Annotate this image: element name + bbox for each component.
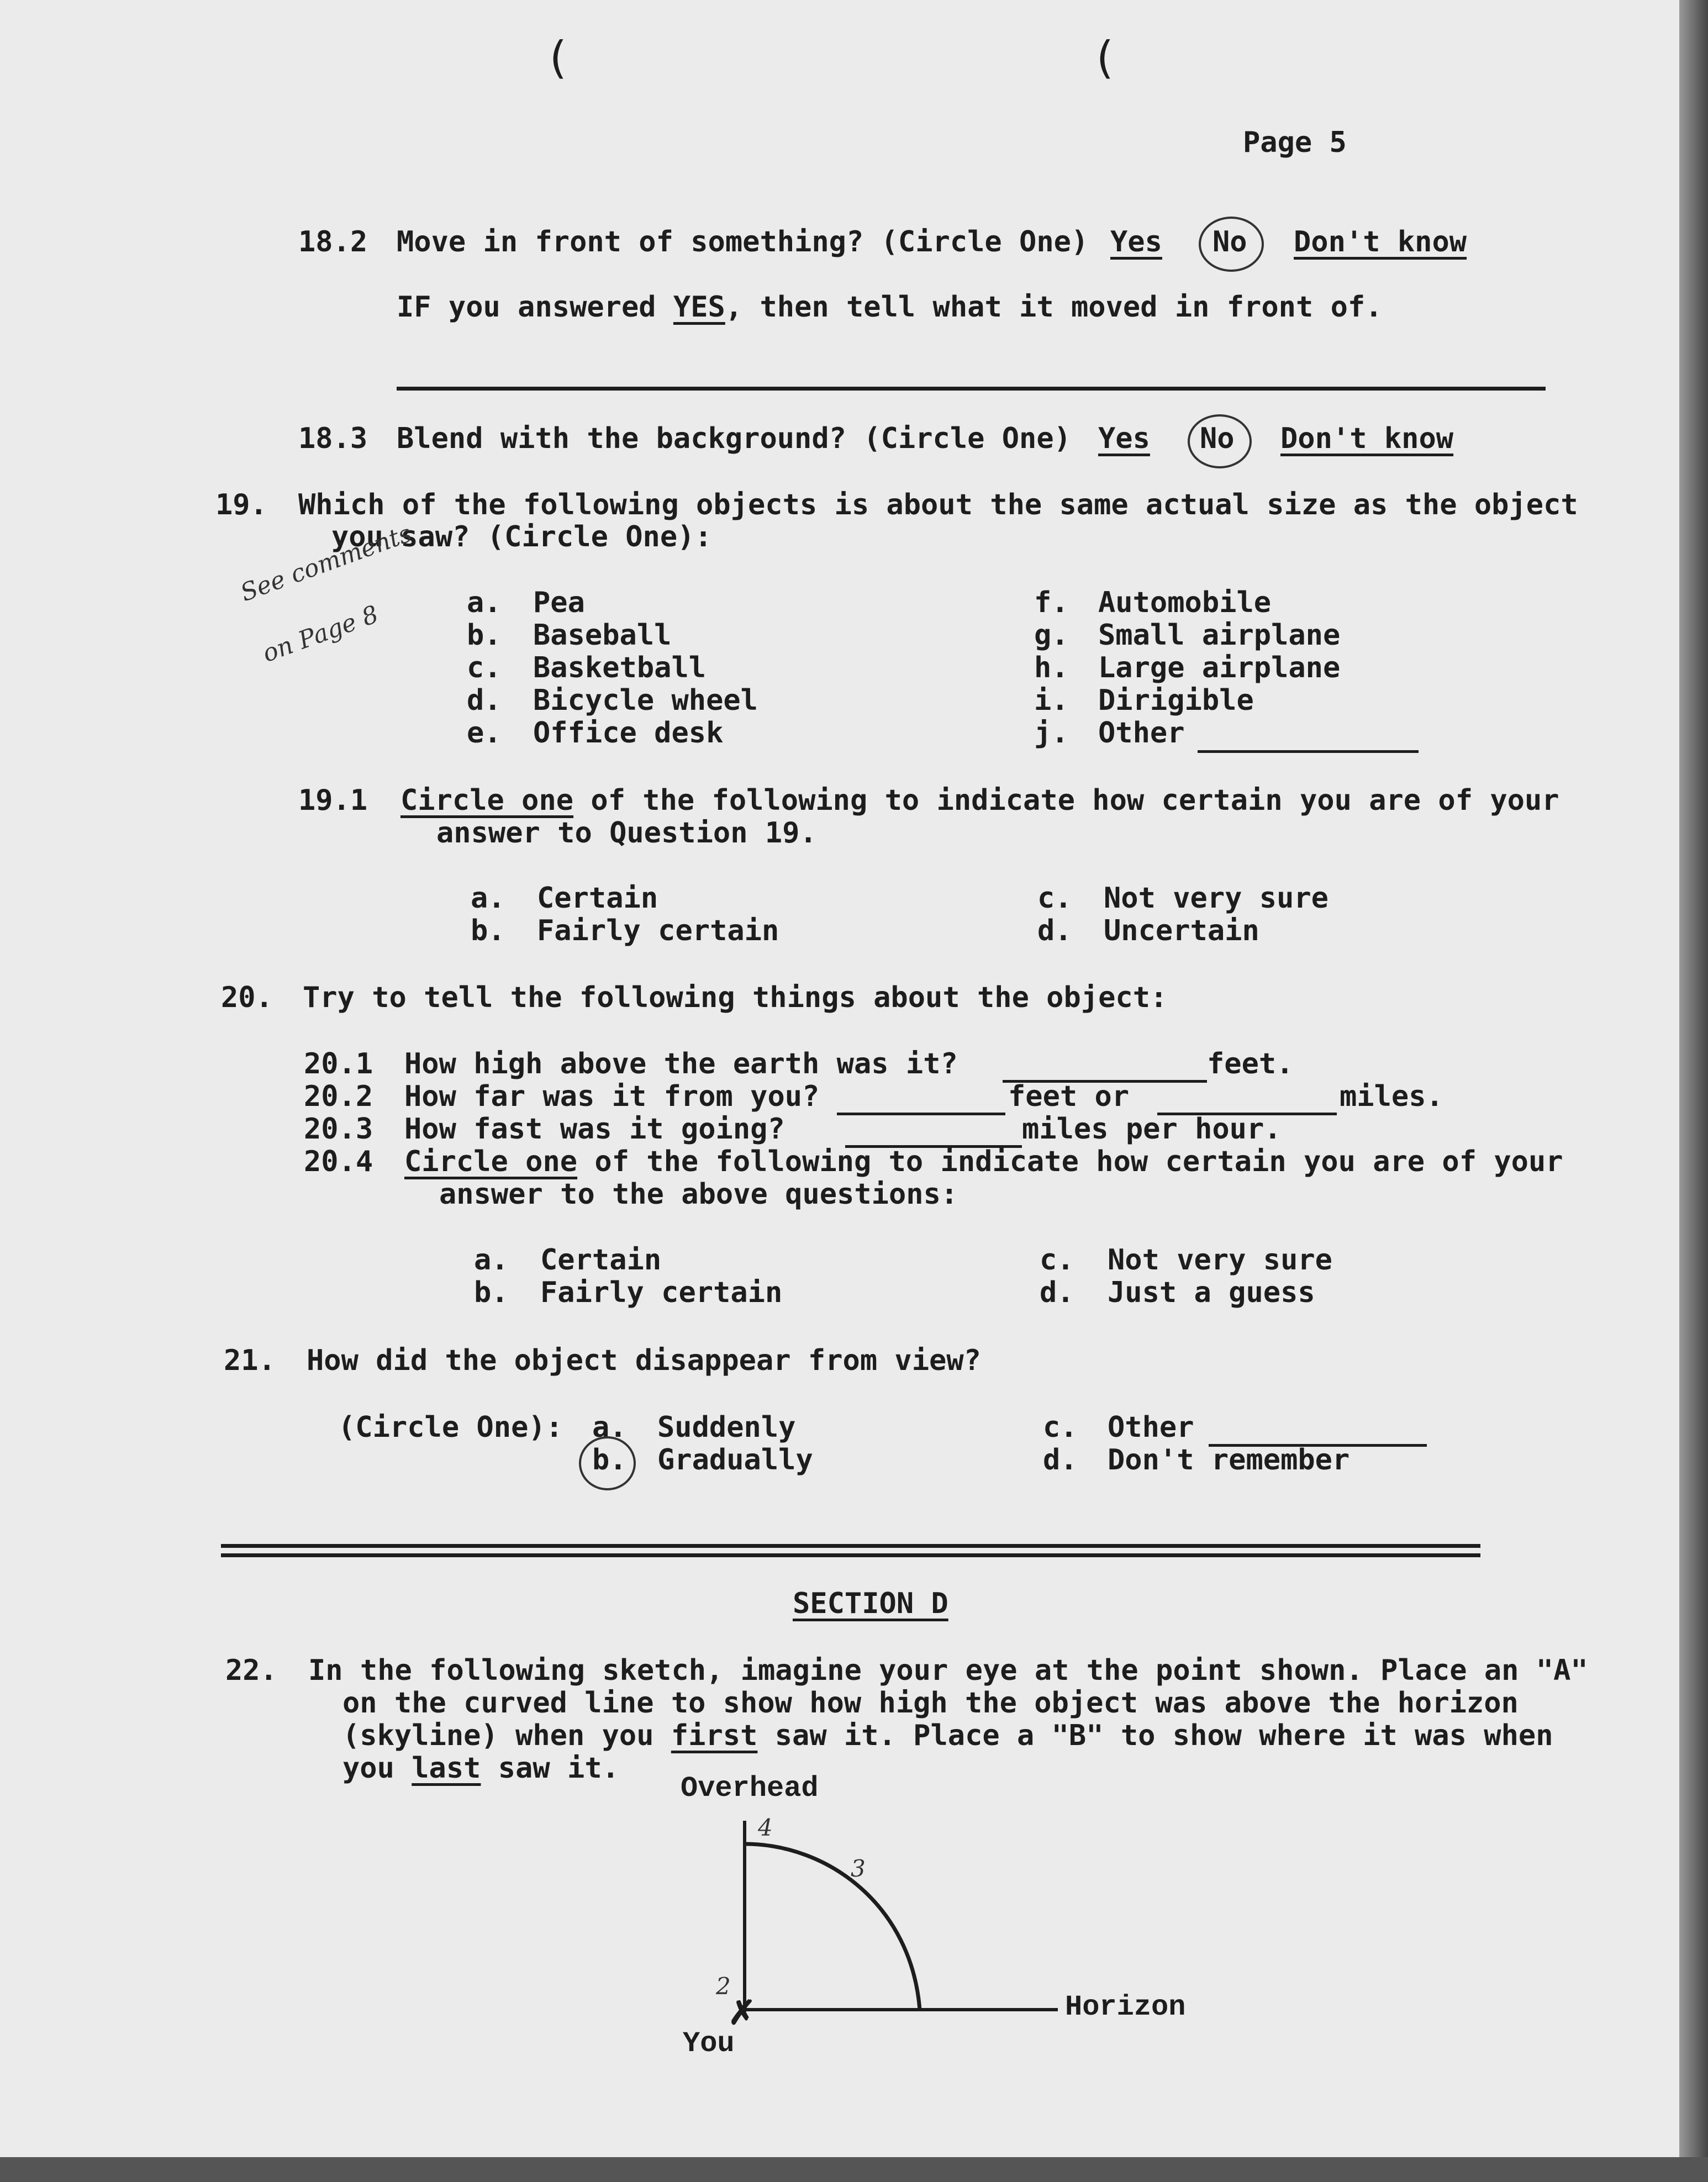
q19-1-option-c-text[interactable]: Not very sure <box>1104 882 1329 915</box>
scan-right-edge-shadow <box>1679 0 1708 2182</box>
q20-3-unit: miles per hour. <box>1022 1113 1282 1146</box>
handwritten-mark-4: 4 <box>758 1814 773 1841</box>
q18-2-option-no[interactable]: No <box>1213 225 1247 259</box>
q20-option-c-text[interactable]: Not very sure <box>1108 1243 1332 1277</box>
q20-2-text: How far was it from you? <box>404 1080 820 1113</box>
q19-line1: Which of the following objects is about the same actual size as the object <box>298 488 1578 521</box>
q20-prompt: Try to tell the following things about the object: <box>303 981 1168 1014</box>
q18-3-number: 18.3 <box>298 422 368 455</box>
q20-number: 20. <box>221 981 273 1014</box>
q22-line2: on the curved line to show how high the object was above the horizon <box>342 1686 1519 1720</box>
q19-option-b-letter: b. <box>467 619 502 652</box>
q21-option-d-text[interactable]: Don't remember <box>1108 1443 1350 1477</box>
q20-option-b-text[interactable]: Fairly certain <box>540 1276 783 1309</box>
q20-1-number: 20.1 <box>304 1047 373 1081</box>
q19-1-option-d-text[interactable]: Uncertain <box>1104 914 1259 947</box>
q18-2-option-yes[interactable]: Yes <box>1110 225 1162 259</box>
q20-option-a-text[interactable]: Certain <box>540 1243 662 1277</box>
q19-option-b-text[interactable]: Baseball <box>533 619 672 652</box>
q19-option-f-text[interactable]: Automobile <box>1098 586 1272 619</box>
q21-number: 21. <box>224 1344 276 1377</box>
q20-2-unit-miles: miles. <box>1340 1080 1443 1113</box>
q19-1-option-a-letter: a. <box>471 882 505 915</box>
q21-option-d-letter: d. <box>1043 1443 1078 1477</box>
q20-option-b-letter: b. <box>474 1276 509 1309</box>
q21-circle-label: (Circle One): <box>338 1411 563 1444</box>
q18-2-followup: IF you answered YES, then tell what it moved in front of. <box>397 291 1383 324</box>
q19-number: 19. <box>215 488 267 521</box>
q19-option-i-letter: i. <box>1034 684 1069 717</box>
q19-1-option-d-letter: d. <box>1037 914 1072 947</box>
q19-1-option-c-letter: c. <box>1037 882 1072 915</box>
handwritten-mark-3: 3 <box>851 1855 866 1882</box>
q19-option-f-letter: f. <box>1034 586 1069 619</box>
q18-2-option-dontknow[interactable]: Don't know <box>1294 225 1467 259</box>
q21-option-c-letter: c. <box>1043 1411 1078 1444</box>
q19-option-j-text[interactable]: Other <box>1098 716 1185 750</box>
horizon-label: Horizon <box>1065 1991 1186 2023</box>
q19-option-c-text[interactable]: Basketball <box>533 651 707 684</box>
q20-4-line1: Circle one of the following to indicate how certain you are of your <box>404 1145 1563 1178</box>
q20-2-unit-feet: feet or <box>1008 1080 1130 1113</box>
top-paren-mark-1: ( <box>544 32 571 83</box>
scan-bottom-edge <box>0 2157 1708 2182</box>
q22-number: 22. <box>225 1654 277 1687</box>
q19-option-j-letter: j. <box>1034 716 1069 750</box>
q20-4-line2: answer to the above questions: <box>439 1178 958 1211</box>
q20-option-d-text[interactable]: Just a guess <box>1108 1276 1315 1309</box>
q20-3-number: 20.3 <box>304 1113 373 1146</box>
q18-2-prompt: Move in front of something? (Circle One) <box>397 225 1089 259</box>
q19-option-d-letter: d. <box>467 684 502 717</box>
q19-option-h-letter: h. <box>1034 651 1069 684</box>
q21-option-b-text[interactable]: Gradually <box>657 1443 813 1477</box>
top-paren-mark-2: ( <box>1091 32 1118 83</box>
q22-line1: In the following sketch, imagine your eye at the point shown. Place an "A" <box>308 1654 1588 1687</box>
q19-1-line1: Circle one of the following to indicate how certain you are of your <box>400 784 1559 817</box>
you-label: You <box>683 2027 735 2060</box>
handwritten-margin-note-line2: on Page 8 <box>259 600 382 668</box>
q19-option-e-letter: e. <box>467 716 502 750</box>
q22-line4: you last saw it. <box>342 1752 619 1785</box>
q20-option-d-letter: d. <box>1040 1276 1074 1309</box>
q20-1-text: How high above the earth was it? <box>404 1047 958 1081</box>
q20-2-number: 20.2 <box>304 1080 373 1113</box>
q18-3-prompt: Blend with the background? (Circle One) <box>397 422 1071 455</box>
q21-option-a-letter: a. <box>592 1411 627 1444</box>
q19-1-number: 19.1 <box>298 784 368 817</box>
q19-1-option-a-text[interactable]: Certain <box>537 882 658 915</box>
observer-eye-icon: ✗ <box>728 1994 756 2031</box>
section-d-title: SECTION D <box>793 1587 948 1620</box>
q19-1-option-b-text[interactable]: Fairly certain <box>537 914 779 947</box>
q19-option-a-letter: a. <box>467 586 502 619</box>
q18-2-number: 18.2 <box>298 225 368 259</box>
q21-option-c-text[interactable]: Other <box>1108 1411 1194 1444</box>
q19-option-c-letter: c. <box>467 651 502 684</box>
q19-option-d-text[interactable]: Bicycle wheel <box>533 684 758 717</box>
q19-option-g-text[interactable]: Small airplane <box>1098 619 1341 652</box>
handwritten-margin-note-line1: See comments <box>236 519 415 608</box>
q18-3-option-no[interactable]: No <box>1200 422 1235 455</box>
q19-1-option-b-letter: b. <box>471 914 505 947</box>
q19-option-a-text[interactable]: Pea <box>533 586 585 619</box>
q20-option-c-letter: c. <box>1040 1243 1074 1277</box>
handwritten-mark-2: 2 <box>716 1973 731 2000</box>
q19-option-e-text[interactable]: Office desk <box>533 716 724 750</box>
q20-4-number: 20.4 <box>304 1145 373 1178</box>
q20-option-a-letter: a. <box>474 1243 509 1277</box>
q18-3-option-yes[interactable]: Yes <box>1098 422 1150 455</box>
q20-3-text: How fast was it going? <box>404 1113 785 1146</box>
q19-option-h-text[interactable]: Large airplane <box>1098 651 1341 684</box>
q19-1-line2: answer to Question 19. <box>436 816 817 850</box>
q21-option-a-text[interactable]: Suddenly <box>657 1411 796 1444</box>
q19-line2: you saw? (Circle One): <box>331 520 712 554</box>
sky-arc-curve <box>745 1844 920 2010</box>
q18-3-option-dontknow[interactable]: Don't know <box>1280 422 1454 455</box>
q22-line3: (skyline) when you first saw it. Place a "B" to show where it was when <box>342 1719 1553 1752</box>
q20-1-unit: feet. <box>1207 1047 1294 1081</box>
q19-option-i-text[interactable]: Dirigible <box>1098 684 1254 717</box>
q19-option-g-letter: g. <box>1034 619 1069 652</box>
page-number: Page 5 <box>1243 126 1347 159</box>
q21-prompt: How did the object disappear from view? <box>307 1344 981 1377</box>
overhead-label: Overhead <box>681 1772 819 1805</box>
q21-option-b-letter: b. <box>592 1443 627 1477</box>
